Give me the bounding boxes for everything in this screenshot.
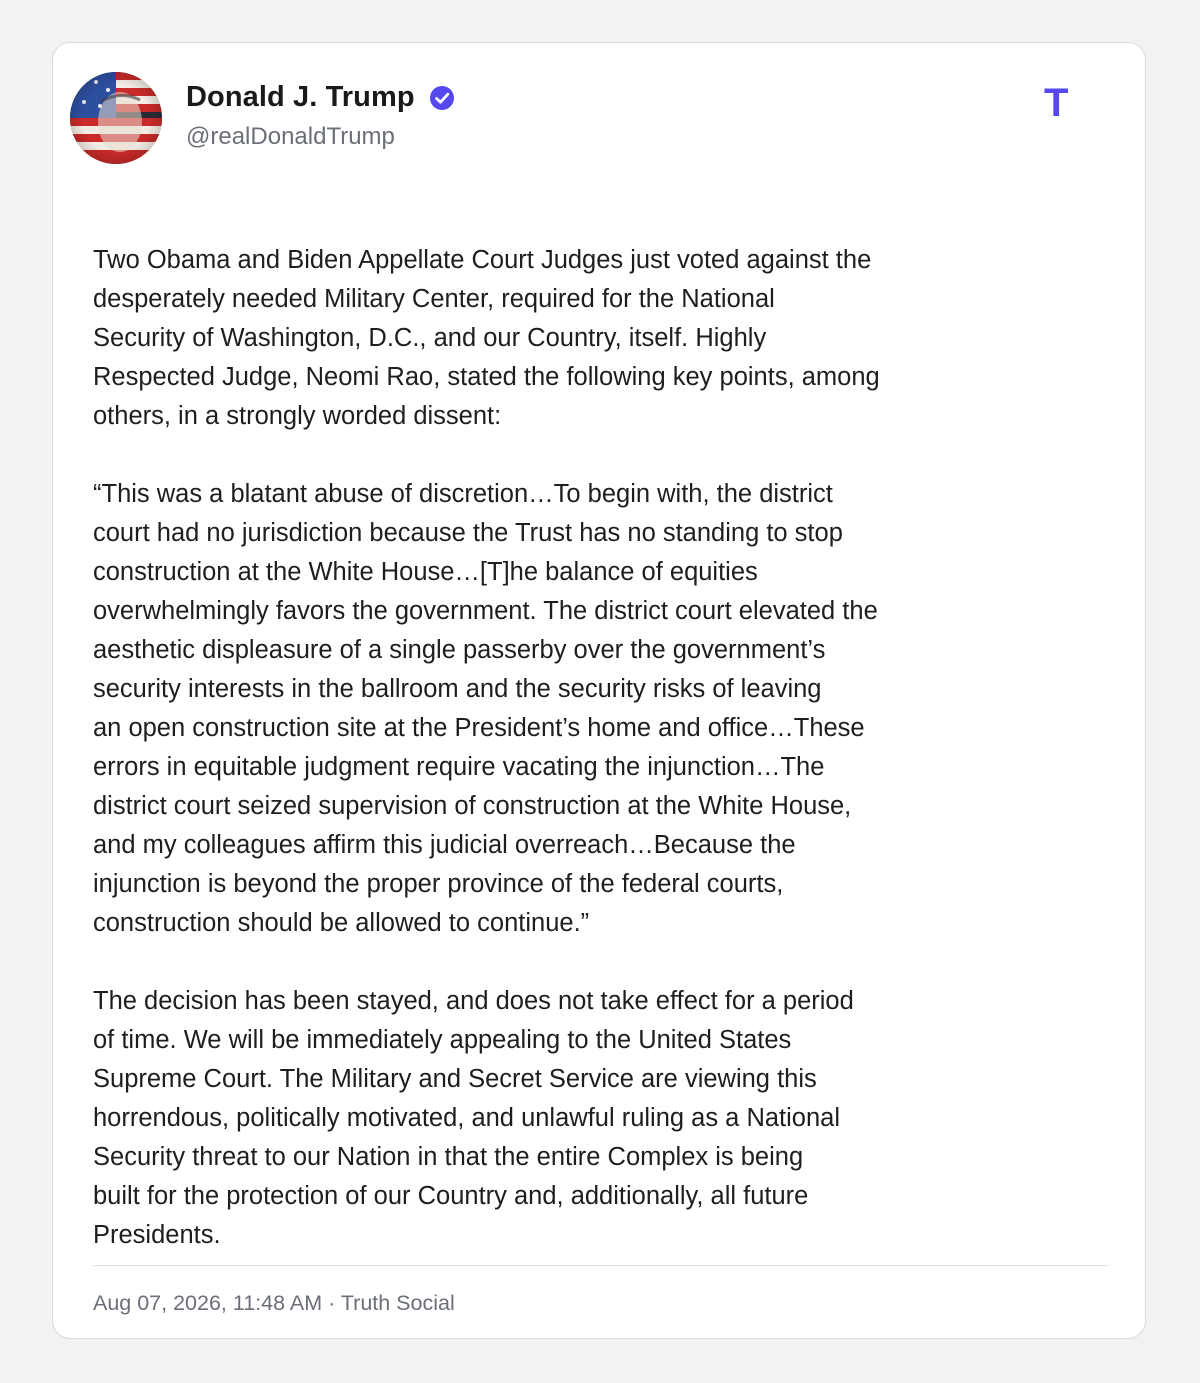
avatar[interactable] (70, 72, 162, 164)
post-paragraph: “This was a blatant abuse of discretion…To begin with, the district court had no jurisdiction because the Trust has no standing to stop construction at the White House…[T]he balance of equities overwhelmingly favors the government. The district court elevated the aesthetic displeasure of a single passerby over the government’s security interests in the ballroom and the security risks of leaving an open construction site at the President’s home and office…These errors in equitable judgment require vacating the injunction…The district court seized supervision of construction at the White House, and my colleagues affirm this judicial overreach…Because the injunction is beyond the proper province of the federal courts, construction should be allowed to continue.” (93, 480, 878, 937)
post-body (93, 241, 973, 1255)
post-paragraph: Two Obama and Biden Appellate Court Judges just voted against the desperately needed Military Center, required for the National Security of Washington, D.C., and our Country, itself. Highly Respected Judge, Neomi Rao, stated the following key points, among others, in a strongly worded dissent: (93, 246, 880, 430)
divider (93, 1265, 1109, 1266)
author-name[interactable]: Donald J. Trump (186, 81, 415, 113)
author-handle[interactable]: @realDonaldTrump (186, 123, 395, 150)
post-card (52, 42, 1146, 1339)
flag-portrait-avatar-icon (70, 72, 162, 164)
post-paragraph: The decision has been stayed, and does not take effect for a period of time. We will be immediately appealing to the United States Supreme Court. The Military and Secret Service are viewing this horrendous, politically motivated, and unlawful ruling as a National Security threat to our Nation in that the entire Complex is being built for the protection of our Country and, additionally, all future Presidents. (93, 987, 854, 1249)
verified-badge-icon (429, 85, 455, 111)
author-name-row (186, 81, 455, 114)
truth-social-logo-icon: T (1044, 81, 1069, 125)
post-timestamp-source[interactable]: Aug 07, 2026, 11:48 AM · Truth Social (93, 1291, 455, 1315)
